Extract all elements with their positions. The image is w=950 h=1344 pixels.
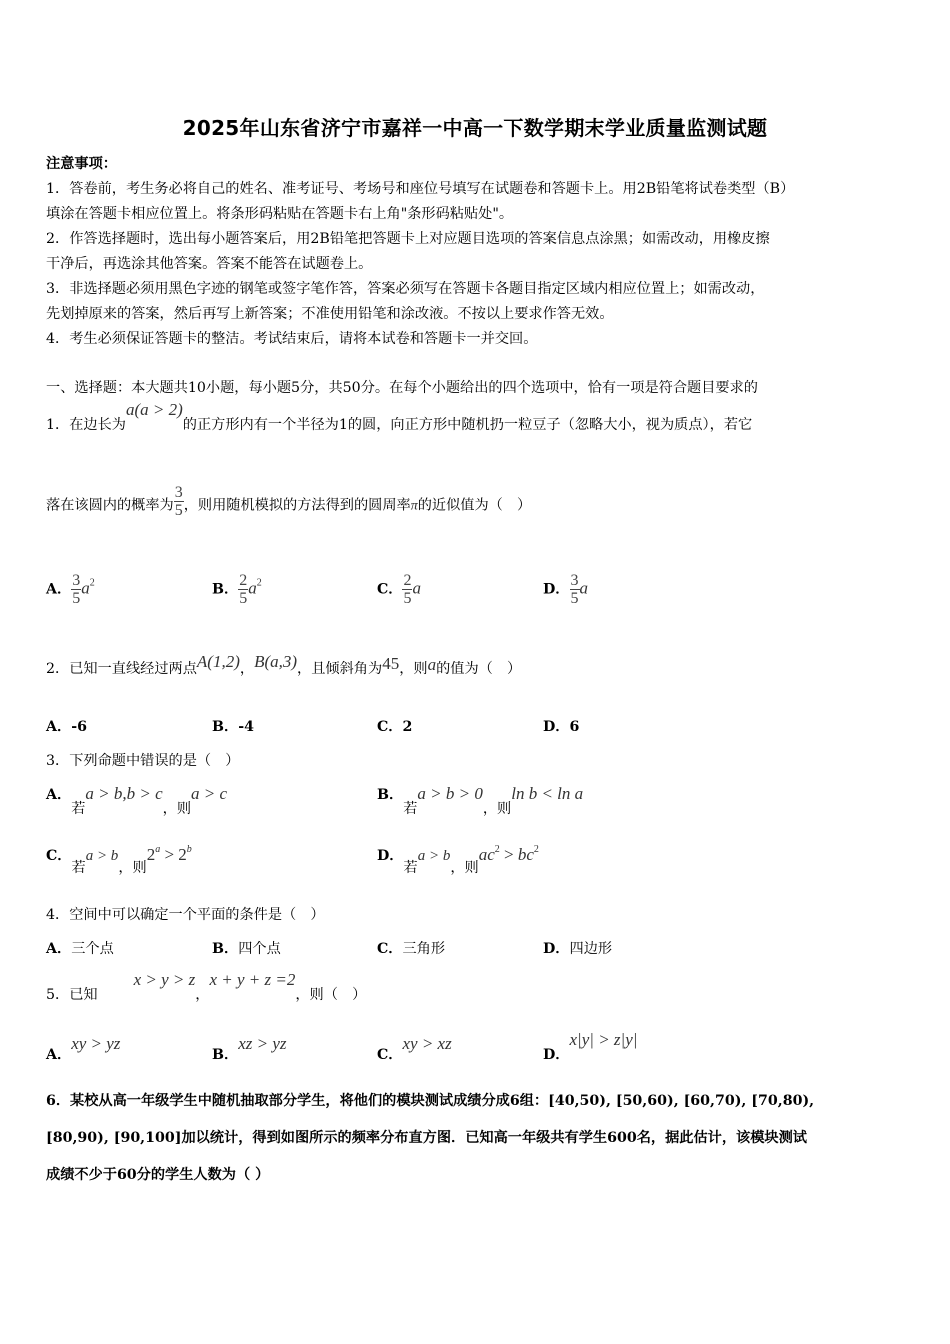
option-text: 若 [403,801,418,817]
option-math: > [499,845,518,864]
question-4-stem: 4．空间中可以确定一个平面的条件是（ ） [46,907,325,923]
question-1-line-1 [46,400,753,433]
q4-option-a[interactable] [46,938,114,958]
option-text: 若 [403,860,418,876]
option-math: ln b < ln a [511,784,584,803]
option-math: > [160,845,179,864]
exponent: b [186,844,192,855]
q4-option-b[interactable] [212,938,281,958]
option-text: ，则 [450,860,479,876]
option-math: a [412,578,421,598]
fraction-denominator: 5 [174,502,183,519]
q5-option-a[interactable] [46,1034,121,1063]
question-1-line-2 [46,484,532,523]
option-label: D． [543,941,570,957]
option-text: 若 [71,860,86,876]
notice-line: 2．作答选择题时，选出每小题答案后，用2B铅笔把答题卡上对应题目选项的答案信息点涂黑；如需改动，用橡皮擦 [46,231,770,247]
exponent: 2 [533,844,539,855]
option-label: B． [212,941,239,957]
q1-text: 1．在边长为 [46,417,126,433]
q2-angle: 45 [382,654,400,673]
option-label: B． [212,581,239,598]
exponent: 2 [89,577,95,589]
q2-var-a: a [427,655,437,674]
q1-math-side: a(a > 2) [125,400,183,419]
option-math: x|y| > z|y| [569,1030,638,1049]
question-6-line: 6．某校从高一年级学生中随机抽取部分学生，将他们的模块测试成绩分成6组：[40,50), [50,60), [60,70), [70,80), [46,1093,815,1109]
q4-option-c[interactable] [377,938,445,958]
q1-option-a[interactable] [46,572,95,607]
option-math: a > b [85,848,119,864]
question-3-stem: 3．下列命题中错误的是（ ） [46,753,240,769]
option-math: ac [478,845,495,864]
option-label: D． [377,848,404,864]
option-label: C． [377,1047,403,1063]
q3-option-a[interactable] [46,784,228,817]
option-label: D． [543,1047,570,1063]
q5-option-b[interactable] [212,1034,287,1063]
option-label: C． [377,719,403,735]
option-text: ，则 [482,801,512,817]
q2-text: ，且倾斜角为 [297,661,383,677]
option-math: xz > yz [238,1034,287,1053]
option-math: 2 [146,845,156,864]
exponent: 2 [256,577,262,589]
q1-fraction [174,484,184,519]
question-6-line: [80,90), [90,100]加以统计，得到如图所示的频率分布直方图．已知高一年级共有学生600名，据此估计，该模块测试 [46,1130,807,1146]
option-math: 2 [178,845,187,864]
fraction-denominator: 5 [570,590,579,607]
q5-text: ， [195,987,210,1003]
fraction-numerator: 2 [239,572,248,589]
q5-option-c[interactable] [377,1034,452,1063]
q2-option-a[interactable] [46,716,87,736]
q2-option-b[interactable] [212,716,254,736]
q2-text: ，则 [399,661,428,677]
option-text: ，则 [162,801,192,817]
option-math: bc [517,845,534,864]
question-2-stem [46,652,522,678]
q3-option-c[interactable] [46,844,192,876]
q1-option-b[interactable] [212,572,262,607]
q2-option-c[interactable] [377,716,412,736]
option-math: a [81,578,90,598]
q5-text: 5．已知 [46,987,98,1003]
q5-math: x > y > z [133,970,196,989]
option-fraction [71,572,81,607]
section-heading: 一、选择题：本大题共10小题，每小题5分，共50分。在每个小题给出的四个选项中，恰有一项是符合题目要求的 [46,380,758,396]
q5-text: ，则（ ） [295,987,367,1003]
q1-text: 落在该圆内的概率为 [46,497,174,514]
option-math: a > c [191,784,228,803]
option-math: xy > yz [71,1034,121,1053]
option-math: xy > xz [402,1034,452,1053]
option-label: A． [46,941,72,957]
option-text: -4 [238,719,254,735]
q2-text: ， [239,661,255,677]
option-label: B． [377,787,404,803]
notice-line: 填涂在答题卡相应位置上。将条形码粘贴在答题卡右上角"条形码粘贴处"。 [46,206,514,222]
q4-option-d[interactable] [543,938,612,958]
notice-heading: 注意事项： [46,156,117,172]
q1-text: 的正方形内有一个半径为1的圆，向正方形中随机扔一粒豆子（忽略大小，视为质点），若它 [182,417,753,433]
fraction-numerator: 3 [570,572,579,589]
option-math: a [248,578,257,598]
option-fraction [570,572,580,607]
option-fraction [238,572,248,607]
option-text: 三个点 [71,941,114,957]
option-text: 三角形 [402,941,446,957]
q5-option-d[interactable] [543,1030,638,1063]
option-fraction [402,572,412,607]
exponent: a [155,844,161,855]
q5-math: x + y + z =2 [209,970,296,989]
option-label: C． [377,941,403,957]
option-math: a > b > 0 [417,784,483,803]
q2-text: 的值为（ ） [436,661,522,677]
fraction-numerator: 2 [403,572,412,589]
notice-line: 1．答卷前，考生务必将自己的姓名、准考证号、考场号和座位号填写在试题卷和答题卡上。用2B铅笔将试卷类型（B） [46,181,795,197]
fraction-numerator: 3 [72,572,81,589]
option-label: C． [377,581,403,598]
option-text: 四边形 [569,941,613,957]
option-label: A． [46,1047,72,1063]
question-6-line: 成绩不少于60分的学生人数为（ ） [46,1167,270,1183]
option-text: ，则 [118,860,147,876]
q3-option-b[interactable] [377,784,584,817]
option-label: A． [46,581,72,598]
notice-line: 3．非选择题必须用黑色字迹的钢笔或签字笔作答，答案必须写在答题卡各题目指定区域内相应位置上；如需改动， [46,281,765,297]
q3-option-d[interactable] [377,844,539,876]
option-math: a > b [417,848,451,864]
option-text: 若 [71,801,86,817]
option-label: C． [46,848,72,864]
fraction-numerator: 3 [174,484,183,501]
notice-line: 干净后，再选涂其他答案。答案不能答在试题卷上。 [46,256,373,272]
exponent: 2 [494,844,500,855]
fraction-denominator: 5 [72,590,81,607]
option-label: A． [46,719,72,735]
option-label: A． [46,787,72,803]
option-label: B． [212,719,239,735]
option-math: a > b,b > c [85,784,163,803]
q1-text: 的近似值为（ ） [417,497,532,514]
option-text: 四个点 [238,941,281,957]
q2-text: 2．已知一直线经过两点 [46,661,197,677]
notice-line: 先划掉原来的答案，然后再写上新答案；不准使用铅笔和涂改液。不按以上要求作答无效。 [46,306,614,322]
notice-line: 4．考生必须保证答题卡的整洁。考试结束后，请将本试卷和答题卡一并交回。 [46,331,538,347]
fraction-denominator: 5 [403,590,412,607]
option-text: 2 [402,719,413,735]
option-text: -6 [71,719,87,735]
option-math: a [579,578,588,598]
question-5-stem [46,970,367,1003]
option-label: D． [543,719,570,735]
q2-point-a: A(1,2) [196,652,240,671]
fraction-denominator: 5 [239,590,248,607]
q1-text: ，则用随机模拟的方法得到的圆周率 [183,497,411,514]
option-text: 6 [569,719,580,735]
q1-pi: π [410,498,418,514]
q2-option-d[interactable] [543,716,579,736]
q1-option-c[interactable] [377,572,421,607]
option-label: B． [212,1047,239,1063]
page-title: 2025年山东省济宁市嘉祥一中高一下数学期末学业质量监测试题 [182,116,768,140]
q1-option-d[interactable] [543,572,588,607]
q2-point-b: B(a,3) [254,652,298,671]
option-label: D． [543,581,570,598]
